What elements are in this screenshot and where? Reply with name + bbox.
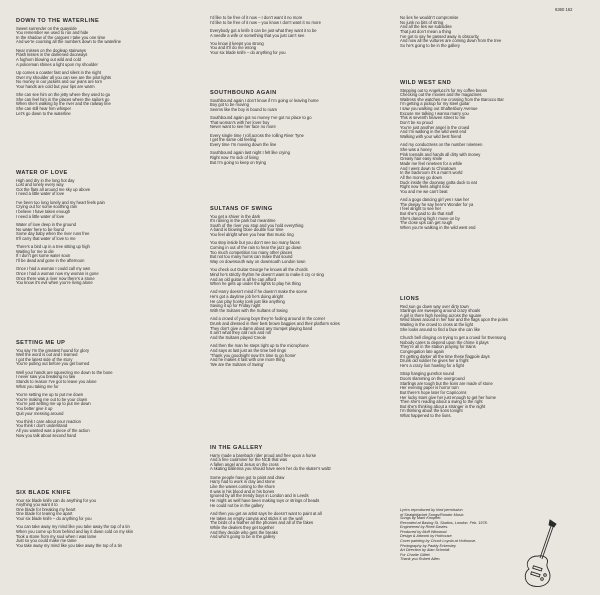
lyric-line: Waiting in the crowd to cross at the light [400, 322, 474, 328]
lyric-line: Like the waves coming to the shore [210, 484, 275, 490]
lyric-stanza [210, 454, 388, 473]
lyric-line: Nobody cares to depend upon the chime it plays [400, 339, 489, 345]
lyric-line: Lost and lonely every way [16, 182, 64, 188]
lyric-line: Sweet surrender on the quayside [16, 25, 77, 31]
lyric-line: Every single time I roll across the rolling River Tyne [210, 132, 304, 138]
lyric-line: Well your hands are squeezing me down to the bone [16, 369, 113, 375]
lyric-line: ‘We are the Sultans of Swing’ [210, 361, 265, 367]
lyric-line: What you taking me for [16, 383, 59, 389]
lyric-line: Greasy hair easy smile [400, 156, 443, 162]
song-title: SIX BLADE KNIFE [16, 490, 71, 496]
lyric-line: Church bell clinging on trying to get a crowd for Evensong [400, 335, 506, 341]
song-block [210, 90, 388, 169]
lyric-line: Just so you could make me tame [16, 538, 77, 544]
lyric-line: Her lucky stars give her just enough to get her home [400, 394, 496, 400]
lyric-line: While the dealers they get together [210, 524, 275, 530]
lyric-line: Congregation late again [400, 349, 444, 354]
lyric-line: It’s getting darker all the time these flagpole days [400, 353, 490, 359]
lyric-line: With the Sultans with the Sultans of Swing [210, 308, 288, 314]
lyric-line: Doors slamming on the overground [400, 375, 465, 381]
credit-line: Art Direction by Alan Schmidt. [400, 548, 451, 553]
lyric-stanza [400, 89, 585, 140]
song-block [210, 16, 388, 59]
lyric-line: I’m thinking about the lions tonight [400, 408, 463, 414]
lyric-line: All you wanted was a piece of the action [16, 428, 90, 434]
lyric-line: A policeman shines a light upon my shoulder [16, 61, 98, 67]
lyric-line: Now you talk about second hand [16, 432, 77, 438]
lyric-line: Never want to see her face no more [210, 124, 276, 130]
lyric-line: You check out Guitar George he knows all the chords [210, 267, 308, 273]
credit-line: Photography by Paddy Eckersley [400, 543, 456, 548]
lyric-line: She can still hear him whisper [16, 106, 72, 112]
lyric-line: He’s got a daytime job he’s doing alright [210, 294, 284, 300]
lyric-line: Her evening paper is horror turn [400, 385, 459, 391]
lyric-line: Quit your messing around [16, 410, 64, 416]
lyric-line: Anything you want it to [16, 502, 58, 508]
lyric-line: And who’s going to be in the gallery [210, 534, 276, 540]
lyric-line: I need a little water of love [16, 213, 65, 219]
lyric-stanza [210, 476, 388, 509]
lyric-line: No water here to be found [16, 226, 64, 232]
lyric-line: I need a little water of love [16, 191, 65, 197]
lyric-line: And he makes it fast with one more thing [210, 357, 285, 363]
lyric-line: You feel alright when you hear that music ring [210, 232, 294, 238]
lyric-stanza [16, 267, 194, 286]
lyric-line: Once I had a woman I could call my own [16, 266, 91, 272]
lyric-line: Coming in out of the rain to hear the jazz go down [210, 245, 302, 251]
lyric-line: Too much competition too many other places [210, 249, 293, 255]
lyric-stanza [16, 223, 194, 242]
lyric-line: When he gets up under the lights to play his thing [210, 281, 301, 287]
lyric-line: This is seventh heaven street to me [400, 115, 466, 121]
lyric-line: They don’t give a damn about any trumpet playing band [210, 325, 313, 331]
permission-line: Lyrics reproduced by kind permission [400, 508, 463, 512]
lyric-line: The deejay he say here’s Wonder for ya [400, 201, 474, 207]
lyric-line: Took a stone from my soul when I was lame [16, 533, 97, 539]
lyric-line: Stepping out to Angelucci’s for my coffee beans [400, 87, 488, 93]
lyric-line: A band is blowing Dixie double four time [210, 227, 284, 233]
song-title: SOUTHBOUND AGAIN [210, 90, 277, 96]
lyric-line: You’re making me out to be your clown [16, 396, 88, 402]
lyric-stanza [400, 336, 585, 369]
lyric-line: It’ll carry that water of love to me [16, 235, 76, 241]
song-block [400, 296, 585, 422]
lyric-line: Over my shoulder all you can see are the pilot lights [16, 74, 112, 80]
lyric-line: That woman’s with her lover boy [210, 119, 270, 125]
lyric-line: A skating ballerina you should have seen her do the skater’s waltz [210, 466, 331, 472]
lyric-line: He might as well have been making toys or strings of beads [210, 498, 320, 503]
lyric-stanza [16, 420, 194, 439]
lyric-line: It’s raining in the park but meantime [210, 218, 276, 224]
lyric-line: When you’re walking in the wild west end [400, 225, 476, 231]
lyric-line: And an old guitar is all he can afford [210, 276, 276, 282]
lyric-stanza [16, 371, 194, 390]
lyric-line: I’ll be dead and gone in the afternoon [16, 258, 85, 264]
lyric-stanza [16, 245, 194, 264]
lyric-line: And says at last just as the time bell rings [210, 347, 286, 353]
lyric-line: She looks around to find a face she can like [400, 326, 481, 332]
lyric-line: A fallen angel and Jesus on the cross [210, 461, 279, 467]
credit-line: Engineered by Rhett Davies. [400, 525, 449, 530]
lyric-line: When you come up from behind and lay it down cold on my skin [16, 529, 134, 535]
lyric-line: When she’s walking by the river and the railway line [16, 101, 111, 107]
lyric-line: And the Sultans played Creole [210, 334, 266, 340]
lyric-line: Your six blade knife – do anything for you [16, 516, 92, 522]
song-block [16, 340, 194, 442]
lyric-line: Let’s go down to the waterline [16, 110, 71, 116]
lyric-line: Once there was a river now there’s a stone [16, 275, 95, 281]
lyric-line: I got the latest side of the story [16, 356, 73, 362]
lyric-line: And we’re counting all the numbers down to the waterline [16, 39, 121, 45]
song-title: IN THE GALLERY [210, 445, 263, 451]
lyric-line: Duck inside the doorway gotta duck to eat [400, 179, 477, 185]
credit-line: Songs by Mark Knopfler. [400, 516, 442, 520]
lyric-line: What happened to the lions. [400, 413, 452, 419]
lyric-line: Stands to reason I’ve got to leave you alone [16, 379, 97, 385]
song-block [16, 490, 194, 552]
lyric-stanza [400, 143, 585, 194]
lyric-line: Ignored by all the trendy boys in London and in Leeds [210, 493, 309, 499]
lyric-line: I saw you walking out Shaftesbury Avenue [400, 106, 478, 112]
lyric-stanza [16, 93, 194, 116]
lyric-line: You know it’s evil when you’re living alone [16, 280, 93, 286]
lyric-stanza [210, 512, 388, 540]
lyric-line: No money in our jackets and our jeans are torn [16, 79, 103, 85]
lyric-line: And a gogo dancing girl yes I saw her [400, 197, 470, 203]
lyric-line: He could not be in the gallery [210, 502, 264, 508]
lyric-line: And all the lies we subsidise [400, 24, 452, 30]
lyric-stanza [210, 134, 388, 148]
lyric-line: No lies he wouldn’t compromise [400, 15, 459, 20]
lyric-line: And a fine coalminer for the NCB that was [210, 457, 288, 463]
lyric-stanza [210, 317, 388, 340]
lyric-stanza [16, 71, 194, 90]
lyric-line: All the money go down [400, 174, 442, 180]
lyric-line: If I don’t get some water soon [16, 253, 71, 259]
lyric-line: Your six blade knife – do anything for you [210, 50, 286, 56]
song-block [16, 170, 194, 290]
song-block [210, 445, 388, 543]
lyric-line: Some day baby when the river runs free [16, 231, 90, 237]
permission-line: of Straightjacket Songs/Rondor Music. [400, 512, 465, 517]
lyric-line: She can see him on the jetty where they used to go [16, 92, 111, 98]
lyric-line: A needle a wife or something that you just can’t see [210, 32, 305, 38]
lyric-stanza [210, 16, 388, 25]
lyric-line: Once I had a woman now my woman is gone [16, 271, 99, 277]
lyric-stanza [210, 151, 388, 165]
album-credits [400, 516, 520, 562]
credit-line: Design & Artwork by Hothouse. [400, 534, 453, 539]
lyric-line: You take away my mind like you take away the top of a tin [16, 543, 122, 548]
electric-guitar-icon [520, 518, 564, 590]
lyric-line: But she’s paid to do that stuff [400, 211, 454, 217]
lyric-line: That just don’t mean a thing [400, 28, 452, 34]
lyric-line: You’re setting me up to put me down [16, 391, 84, 397]
lyric-line: Wind blows around in her hair and the flags upon the poles [400, 317, 508, 323]
lyric-stanza [210, 116, 388, 130]
lyric-line: High and dry in the long hot day [16, 177, 75, 183]
song-title: WILD WEST END [400, 80, 452, 86]
song-block [16, 18, 194, 120]
lyric-stanza [400, 305, 585, 333]
lyric-line: I get the same old feeling [210, 137, 257, 143]
lyric-line: Right now feels alright now [400, 184, 450, 190]
lyric-line: Then she’s reading about a swing to the right [400, 399, 483, 405]
lyric-line: Every time I’m moving down the line [210, 141, 277, 147]
lyric-line: She can feel him in the places where the sailors go [16, 96, 110, 102]
lyric-line: And they decide who gets the breaks [210, 529, 278, 535]
lyric-stanza [210, 99, 388, 113]
lyric-stanza [16, 349, 194, 368]
lyric-stanza [400, 372, 585, 419]
lyric-line: You think I don’t understand [16, 423, 68, 429]
lyric-line: Your six blade knife can do anything for you [16, 497, 96, 503]
song-title: SULTANS OF SWING [210, 206, 273, 212]
lyric-line: Southbound again last night I felt like crying [210, 150, 290, 156]
lyric-line: But not too many horns can make that sound [210, 254, 293, 260]
lyric-line: A foghorn blowing out wild and cold [16, 57, 81, 63]
lyric-line: Walking with your wild best friend [400, 134, 462, 140]
lyric-line: I feel alright to see her [400, 206, 441, 212]
lyric-line: South of the river you stop and you hold everything [210, 222, 304, 228]
lyric-stanza [400, 198, 585, 231]
lyric-line: Some people have got to paint and draw [210, 474, 285, 480]
lyric-stanza [16, 525, 194, 548]
lyric-line: A girl is there high heeling across the square [400, 312, 482, 318]
lyric-line: Southbound again got no money I’ve got no place to go [210, 115, 312, 121]
lyric-line: Near misses on the dogleap stairways [16, 47, 86, 53]
lyric-line: But there’s hope later for Capricorns [400, 389, 467, 395]
lyric-line: I’m getting a pickup for my steel guitar [400, 101, 470, 107]
lyric-line: You and it’ll do me wrong [210, 45, 257, 51]
lyric-line: No junk no bits of string [400, 19, 444, 25]
lyric-line: I never saw you breaking no law [16, 374, 76, 380]
lyric-line: And then you get an artist says he doesn’t want to paint at all [210, 510, 322, 516]
lyric-line: She was a honey [400, 146, 432, 152]
lyric-line: I’d like to be free of it now – you know I don’t want it no more [210, 19, 321, 25]
credit-line: Thank you Robert Allen. [400, 557, 441, 562]
lyric-line: Don’t be so proud [400, 120, 433, 126]
lyric-line: And my conductress on the number nineteen [400, 142, 483, 148]
lyric-line: Seems like the boy is bound to roam [210, 106, 277, 112]
song-title: SETTING ME UP [16, 340, 66, 346]
lyric-stanza [16, 49, 194, 68]
lyric-line: But I’m going to keep on trying [210, 159, 266, 165]
song-title: WATER OF LOVE [16, 170, 68, 176]
lyric-stanza [400, 16, 585, 49]
song-block [210, 206, 388, 371]
lyric-line: And I’m walking in the wild west end [400, 129, 467, 135]
lyric-line: Harry had to work in clay and stone [210, 479, 275, 485]
lyric-line: You remember we used to run and hide [16, 30, 89, 36]
lyric-stanza [210, 215, 388, 238]
lyric-line: Red sun go down way over dirty town [400, 303, 469, 309]
lyric-line: I’ve been too long lonely and my heart feels pain [16, 199, 105, 205]
lyric-line: He can play honky tonk just like anything [210, 298, 285, 304]
lyric-line: Up comes a coaster fast and silent in the night [16, 69, 101, 75]
lyric-line: You’re just another angel in the crowd [400, 124, 470, 130]
lyric-line: One blade for breaking my heart [16, 506, 76, 512]
lyric-line: Waiting for me to die [16, 248, 54, 254]
credit-line: Produced by Muff Winwood. [400, 529, 448, 534]
lyric-line: Water of love deep in the ground [16, 221, 76, 227]
lyric-line: You better give it up [16, 405, 53, 411]
lyric-line: And a crowd of young boys they’re fooling around in the corner [210, 316, 326, 322]
lyric-line: Everybody got a knife it can be just what they want it to be [210, 27, 317, 33]
lyric-line: Got the flats all around me sky up above [16, 186, 91, 192]
song-title: LIONS [400, 296, 420, 302]
lyric-line: He’s a crazy lion howling for a fight [400, 362, 464, 368]
lyric-line: You get a shiver in the dark [210, 213, 261, 219]
lyric-line: I’d like to be free of it now – I don’t want it no more [210, 15, 303, 20]
lyric-line: It was in his blood and in his bones [210, 488, 275, 494]
lyric-line: I believe I have taken enough [16, 209, 71, 215]
lyric-line: In the backroom it’s a man’s world [400, 170, 463, 176]
lyric-line: In the shadow of the cargoes I take you one time [16, 34, 106, 40]
lyric-line: Excuse me talking I wanna marry you [400, 110, 469, 116]
lyric-line: You’re just setting me up to put me down [16, 401, 91, 407]
lyric-line: They’re all in the station praying for trains [400, 344, 476, 350]
lyric-stanza [210, 241, 388, 264]
lyric-line: Well the word is out and I learned [16, 352, 78, 358]
lyric-line: I’ve got to say he passed away in obscurity [400, 33, 479, 39]
lyric-line: Drunk and dressed in their best brown baggies and their platform soles [210, 321, 340, 326]
lyric-line: Pink toenails and hands all dirty with money [400, 151, 481, 157]
lyric-line: Boy got to be moving [210, 102, 249, 108]
lyric-line: Checking out the movies and the magazines [400, 92, 482, 98]
lyric-line: You know it keeps you strong [210, 40, 264, 46]
lyric-stanza [16, 499, 194, 522]
lyric-line: Way on downsouth way on downsouth London town [210, 259, 306, 264]
catalog-number: 6360 162 [555, 7, 573, 12]
lyric-line: Southbound again I don’t know if I’m going or leaving home [210, 97, 319, 103]
lyric-line: It ain’t what they call rock and roll [210, 330, 271, 336]
lyric-line: Strap hanging gunshot sound [400, 371, 455, 377]
lyric-line: Waitress she watches me crossing from the Barocco Bar [400, 96, 504, 102]
lyric-line: You step inside but you don’t see too many faces [210, 240, 300, 246]
lyric-line: There’s a bird up in a tree sitting up high [16, 244, 90, 250]
lyric-stanza [210, 268, 388, 287]
lyric-stanza [210, 29, 388, 38]
lyric-line: Mind he’s strictly rhythm he doesn’t want to make it cry or sing [210, 271, 324, 277]
lyric-stanza [210, 290, 388, 313]
lyric-line: And Harry doesn’t mind if he doesn’t make the scene [210, 289, 308, 295]
song-block [400, 80, 585, 234]
lyric-line: ‘Thank you goodnight now it’s time to go home’ [210, 352, 297, 358]
lyric-line: Saving it up for Friday night [210, 303, 261, 309]
lyric-line: Right now I’m sick of living [210, 154, 259, 160]
lyric-line: Made me feel nineteen for a while [400, 160, 463, 166]
credit-line: For Charlie Gillett. [400, 552, 431, 557]
lyric-stanza [210, 42, 388, 56]
lyric-line: Flash kisses in the darkened doorways [16, 52, 88, 58]
lyric-line: You and me we can’t beat [400, 188, 448, 194]
lyric-line: You say I’m the greatest hound for glory [16, 347, 90, 353]
lyric-line: He takes an empty canvas and sticks it on the wall [210, 515, 303, 521]
lyric-line: But she’s thinking about a stranger in the night [400, 403, 486, 409]
credit-line: Cover painting by Chuck Loyola at Hothouse. [400, 538, 477, 543]
lyric-line: The birds of a feather all the phonies and all of the fakes [210, 520, 314, 526]
lyric-line: One blade for tearing me apart [16, 511, 73, 517]
lyric-line: So he’s going to be in the gallery [400, 42, 461, 48]
lyric-line: You’re pulling out before you get burned [16, 361, 90, 367]
lyric-stanza [16, 179, 194, 198]
lyric-line: Starlings are tough but the lions are made of stone [400, 380, 493, 386]
lyric-line: You can take away my mind like you take away the top of a tin [16, 524, 130, 530]
credit-line: Recorded at Basing St. Studios, London. Feb. 1978. [400, 520, 488, 525]
lyric-line: And then the man he steps right up to the microphone [210, 343, 309, 349]
lyric-line: Crying out for some soothing rain [16, 204, 77, 210]
lyric-line: She’s dancing high I move on by [400, 215, 460, 221]
lyric-stanza [16, 393, 194, 416]
lyric-line: Harry made a bareback rider proud and free upon a horse [210, 452, 317, 458]
lyric-stanza [16, 27, 194, 46]
lyric-line: Your hands are cold but your lips are warm [16, 83, 95, 89]
song-title: DOWN TO THE WATERLINE [16, 18, 100, 24]
lyric-line: And I went down to Chinatown [400, 165, 456, 171]
lyric-line: Drunk old soldier he gives her a fright [400, 358, 469, 364]
lyric-stanza [16, 201, 194, 220]
lyric-line: And now all the vultures are coming down from the tree [400, 38, 502, 44]
lyric-line: Starlings are sweeping around crazy shoals [400, 308, 481, 314]
lyric-line: You think I care about your reaction [16, 418, 81, 424]
lyric-line: The close ups can get rough [400, 220, 453, 226]
lyric-stanza [210, 344, 388, 367]
song-block [400, 16, 585, 52]
